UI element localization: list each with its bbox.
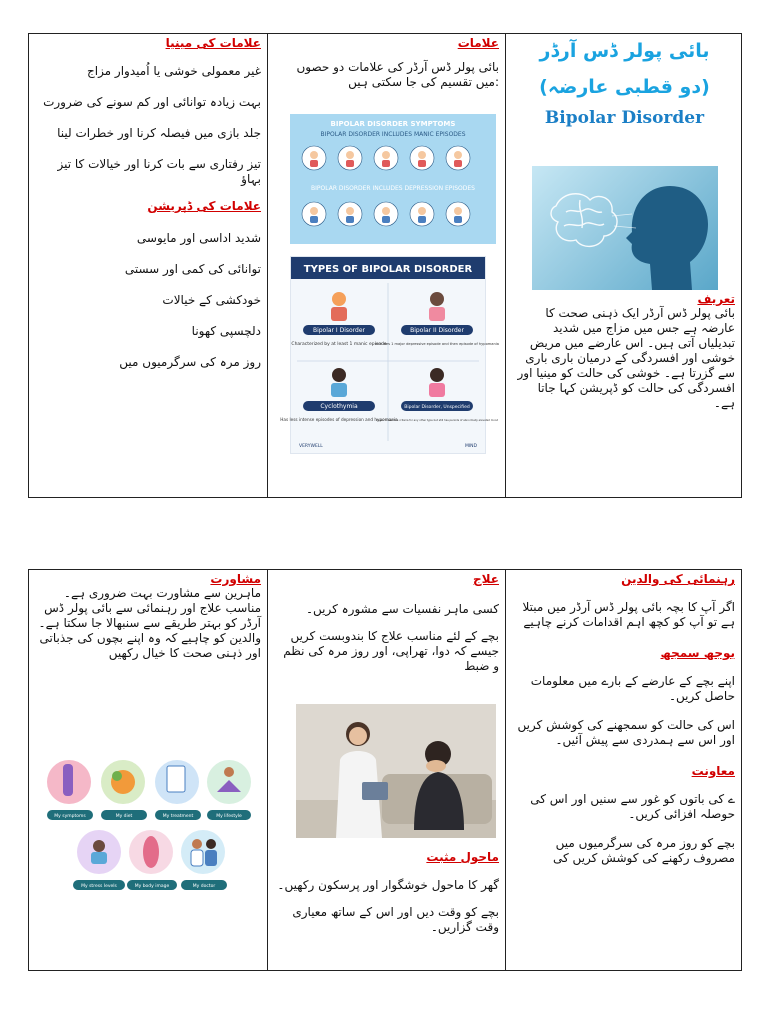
infographic-depression-subtitle: BIPOLAR DISORDER INCLUDES DEPRESSION EPISODES — [311, 185, 475, 192]
mania-item: بہت زیادہ توانائی اور کم سونے کی ضرورت — [43, 95, 261, 109]
type-name: Bipolar Disorder, Unspecified — [404, 405, 470, 410]
types-of-bipolar-infographic — [280, 256, 499, 454]
type-name: Bipolar II Disorder — [410, 327, 464, 334]
category-button-label: My treatment — [162, 814, 194, 819]
type-desc: Characterized by at least 1 manic episode — [291, 342, 387, 347]
definition-text: بائی پولر ڈس آرڈر ایک ذہنی صحت کا عارضہ ہے جس میں مزاج میں شدید تبدیلیاں آتی ہیں۔ اس عارضے میں مریض خوشی اور افسردگی کے درمیان باری باری سے گزرتا ہے۔ خوشی کی حالت کو مینیا اور افسردگی کی حالت کو ڈپریشن کہا جاتا ہے۔ — [517, 306, 735, 410]
depression-item: روز مرہ کی سرگرمیوں میں — [119, 355, 261, 369]
understanding-heading: بوجھ سمجھ — [660, 646, 735, 660]
counseling-heading: مشاورت — [210, 572, 261, 586]
cover-subtitle-urdu: (دو قطبی عارضہ) — [539, 76, 710, 98]
type-desc: Includes 1 major depressive episode and then episode of hypomania — [375, 342, 499, 346]
treatment-column — [267, 570, 505, 970]
category-button-label: My stress levels — [81, 884, 117, 889]
brochure-panel-bottom — [28, 569, 742, 971]
support-text: ے کی باتوں کو غور سے سنیں اور اس کی حوصلہ افزائی کریں۔ — [530, 792, 735, 821]
brochure-panel-top — [28, 33, 742, 498]
depression-item: توانائی کی کمی اور سستی — [124, 262, 261, 276]
types-title: TYPES OF BIPOLAR DISORDER — [303, 264, 473, 275]
type-name: Bipolar I Disorder — [312, 327, 366, 334]
treatment-heading: علاج — [473, 572, 499, 586]
parents-intro: اگر آپ کا بچہ بائی پولر ڈس آرڈر میں مبتلا ہے تو آپ کو کچھ اہم اقدامات کرنے چاہیے — [522, 600, 735, 629]
symptoms-text: بائی پولر ڈس آرڈر کی علامات دو حصوں :میں تقسیم کی جا سکتی ہیں — [296, 60, 499, 89]
parents-heading: رہنمائی کی والدین — [621, 572, 735, 586]
head-brain-illustration — [532, 166, 718, 290]
understanding-text: اپنے بچے کے عارضے کے بارے میں معلومات حاصل کریں۔ — [530, 674, 735, 703]
health-categories-illustration — [41, 754, 253, 906]
counseling-column — [29, 570, 267, 970]
symptoms-column — [267, 34, 505, 497]
therapy-session-photo — [296, 704, 496, 838]
type-desc: Has less intense episodes of depression and hypomania — [280, 417, 398, 422]
category-button-label: My doctor — [192, 884, 216, 889]
mania-heading: علامات کی مینیا — [165, 36, 261, 50]
cover-title-urdu: بائی پولر ڈس آرڈر — [539, 40, 710, 62]
understanding-text: اس کی حالت کو سمجھنے کی کوشش کریں اور اس سے ہمدردی سے پیش آئیں۔ — [517, 718, 735, 747]
depression-heading: علامات کی ڈپریشن — [147, 199, 261, 213]
environment-text: بچے کو وقت دیں اور اس کے ساتھ معیاری وقت گزاریں۔ — [292, 905, 499, 934]
counseling-text: ماہرین سے مشاورت بہت ضروری ہے۔ مناسب علاج اور رہنمائی سے بائی پولر ڈس آرڈر کو بہتر طریقے سے سنبھالا جا سکتا ہے۔ والدین کو چاہیے کہ وہ اپنے بچوں کی جذباتی اور ذہنی صحت کا خیال رکھیں — [38, 586, 261, 660]
cover-title-english: Bipolar Disorder — [544, 108, 705, 128]
infographic-title: BIPOLAR DISORDER SYMPTOMS — [330, 120, 456, 128]
treatment-text: کسی ماہر نفسیات سے مشورہ کریں۔ — [305, 602, 499, 616]
mania-item: جلد بازی میں فیصلہ کرنا اور خطرات لینا — [57, 126, 261, 140]
treatment-text: بچے کے لئے مناسب علاج کا بندوبست کریں جیسے کہ دوا، تھراپی، اور روز مرہ کی نظم و ضبط — [283, 629, 499, 673]
mania-column — [29, 34, 267, 497]
environment-heading: ماحول مثبت — [426, 850, 499, 864]
support-text: بچے کو روز مرہ کی سرگرمیوں میں مصروف رکھنے کی کوشش کریں کی — [553, 836, 735, 865]
type-name: Cyclothymia — [320, 403, 358, 410]
bipolar-symptoms-infographic — [290, 114, 496, 244]
infographic-footer-left: VERYWELL — [299, 444, 323, 449]
depression-item: خودکشی کے خیالات — [162, 293, 261, 307]
depression-item: دلچسپی کھونا — [191, 324, 261, 338]
infographic-mania-subtitle: BIPOLAR DISORDER INCLUDES MANIC EPISODES — [320, 131, 466, 138]
definition-heading: تعریف — [697, 292, 735, 306]
mania-item: تیز رفتاری سے بات کرنا اور خیالات کا تیز بہاؤ — [57, 157, 261, 186]
support-heading: معاونت — [691, 764, 735, 778]
type-desc: Doesn't meet the criteria for any other type but still has periods of abnormally elevated mood — [375, 419, 499, 422]
infographic-footer-right: MIND — [464, 444, 477, 449]
category-button-label: My diet — [115, 814, 133, 819]
category-button-label: My symptoms — [54, 814, 86, 819]
environment-text: گھر کا ماحول خوشگوار اور پرسکون رکھیں۔ — [277, 878, 499, 892]
category-button-label: My body image — [134, 884, 170, 889]
depression-item: شدید اداسی اور مایوسی — [136, 231, 261, 245]
mania-item: غیر معمولی خوشی یا اُمیدوار مزاج — [86, 64, 261, 78]
symptoms-heading: علامات — [457, 36, 499, 50]
parents-guidance-column — [505, 570, 743, 970]
category-button-label: My lifestyle — [216, 814, 242, 819]
cover-column — [505, 34, 743, 497]
